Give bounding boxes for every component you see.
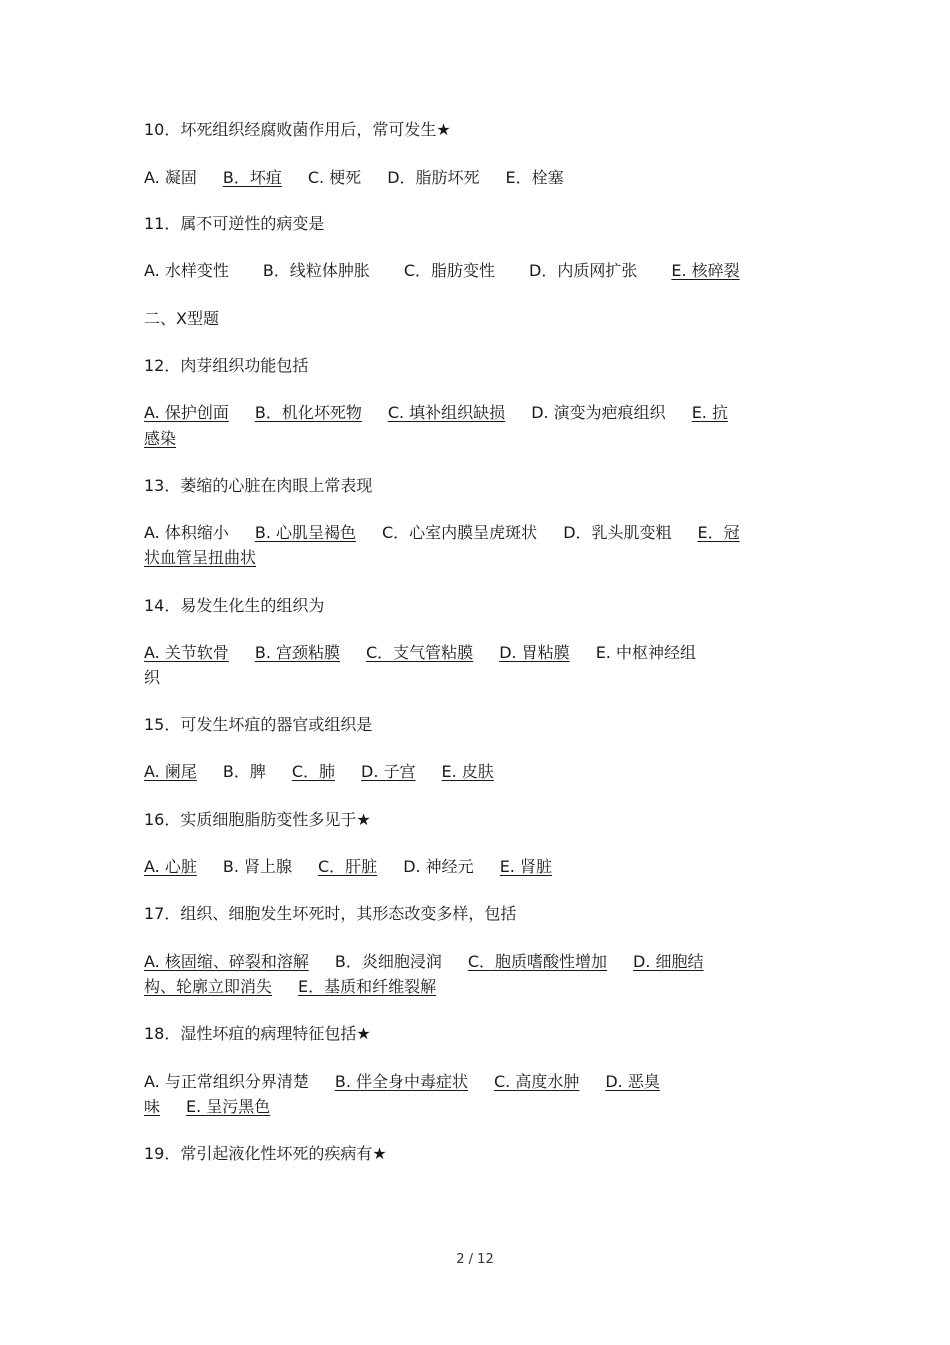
question-14-stem: 14．易发生化生的组织为: [144, 596, 325, 615]
q11-option-c: C．脂肪变性: [403, 261, 496, 280]
question-11-stem: 11．属不可逆性的病变是: [144, 214, 325, 233]
question-12-stem: 12．肉芽组织功能包括: [144, 356, 309, 375]
q12-option-e: E. 抗: [691, 403, 728, 422]
q16-option-a: A. 心脏: [144, 857, 197, 876]
q13-option-d: D．乳头肌变粗: [563, 523, 672, 542]
q18-option-d: D. 恶臭: [605, 1072, 660, 1091]
q11-option-a: A. 水样变性: [144, 261, 229, 280]
question-15-stem: 15．可发生坏疽的器官或组织是: [144, 715, 373, 734]
q16-option-c: C．肝脏: [318, 857, 378, 876]
q12-option-c: C. 填补组织缺损: [387, 403, 506, 422]
question-19-stem: 19．常引起液化性坏死的疾病有★: [144, 1144, 387, 1163]
q18-option-e: E. 呈污黑色: [186, 1097, 271, 1116]
q10-option-c: C. 梗死: [307, 168, 362, 187]
question-17-options-cont: [144, 977, 808, 997]
q15-option-d: D. 子宫: [361, 762, 416, 781]
q18-option-c: C. 高度水肿: [494, 1072, 580, 1091]
q14-option-e: E. 中枢神经组: [595, 643, 696, 662]
question-14-options-cont: [144, 668, 808, 688]
section-heading-x-type: 二、X型题: [144, 309, 219, 328]
q16-option-e: E. 肾脏: [499, 857, 552, 876]
question-18-options-cont: [144, 1097, 808, 1117]
q15-option-c: C．肺: [291, 762, 336, 781]
question-16-options: [144, 857, 808, 877]
question-17-stem: 17．组织、细胞发生坏死时，其形态改变多样，包括: [144, 904, 517, 923]
question-17-options: [144, 952, 808, 972]
q11-option-e: E. 核碎裂: [671, 261, 740, 280]
q18-option-a: A. 与正常组织分界清楚: [144, 1072, 309, 1091]
q16-option-d: D. 神经元: [403, 857, 474, 876]
q14-option-e-cont: 织: [144, 668, 161, 687]
q15-option-e: E. 皮肤: [441, 762, 494, 781]
q15-option-b: B．脾: [222, 762, 266, 781]
q17-option-c: C．胞质嗜酸性增加: [467, 952, 608, 971]
q10-option-b: B．坏疽: [222, 168, 282, 187]
q12-option-b: B．机化坏死物: [254, 403, 362, 422]
q17-option-a: A. 核固缩、碎裂和溶解: [144, 952, 309, 971]
question-12-options-cont: [144, 429, 808, 449]
q13-option-e-cont: 状血管呈扭曲状: [144, 548, 257, 567]
q13-option-e: E．冠: [697, 523, 740, 542]
question-13-stem: 13．萎缩的心脏在肉眼上常表现: [144, 476, 373, 495]
question-16-stem: 16．实质细胞脂肪变性多见于★: [144, 810, 371, 829]
question-18-options: [144, 1072, 808, 1092]
question-15-options: [144, 762, 808, 782]
q14-option-b: B. 宫颈粘膜: [254, 643, 340, 662]
question-18-stem: 18．湿性坏疽的病理特征包括★: [144, 1024, 371, 1043]
q12-option-a: A. 保护创面: [144, 403, 229, 422]
q12-option-d: D. 演变为疤痕组织: [531, 403, 666, 422]
q15-option-a: A. 阑尾: [144, 762, 197, 781]
q18-option-b: B. 伴全身中毒症状: [334, 1072, 468, 1091]
q10-option-d: D．脂肪坏死: [387, 168, 480, 187]
question-10-options: [144, 168, 808, 188]
q17-option-b: B．炎细胞浸润: [334, 952, 442, 971]
q18-option-d-cont: 味: [144, 1097, 161, 1116]
q10-option-e: E．栓塞: [505, 168, 564, 187]
q11-option-b: B．线粒体肿胀: [262, 261, 370, 280]
page-number: 2 / 12: [456, 1252, 494, 1267]
question-11-options: [144, 261, 808, 281]
q17-option-e: E．基质和纤维裂解: [298, 977, 437, 996]
q13-option-c: C．心室内膜呈虎斑状: [382, 523, 538, 542]
question-12-options: [144, 403, 808, 423]
q10-option-a: A. 凝固: [144, 168, 197, 187]
q16-option-b: B. 肾上腺: [222, 857, 292, 876]
q17-option-d: D. 细胞结: [633, 952, 704, 971]
question-14-options: [144, 643, 808, 663]
question-13-options-cont: [144, 548, 808, 568]
q17-option-d-cont: 构、轮廓立即消失: [144, 977, 273, 996]
q13-option-b: B. 心肌呈褐色: [254, 523, 356, 542]
q11-option-d: D．内质网扩张: [529, 261, 638, 280]
q13-option-a: A. 体积缩小: [144, 523, 229, 542]
q12-option-e-cont: 感染: [144, 429, 177, 448]
question-13-options: [144, 523, 808, 543]
q14-option-a: A. 关节软骨: [144, 643, 229, 662]
question-10-stem: 10．坏死组织经腐败菌作用后，常可发生★: [144, 120, 451, 139]
q14-option-c: C．支气管粘膜: [366, 643, 474, 662]
q14-option-d: D. 胃粘膜: [499, 643, 570, 662]
